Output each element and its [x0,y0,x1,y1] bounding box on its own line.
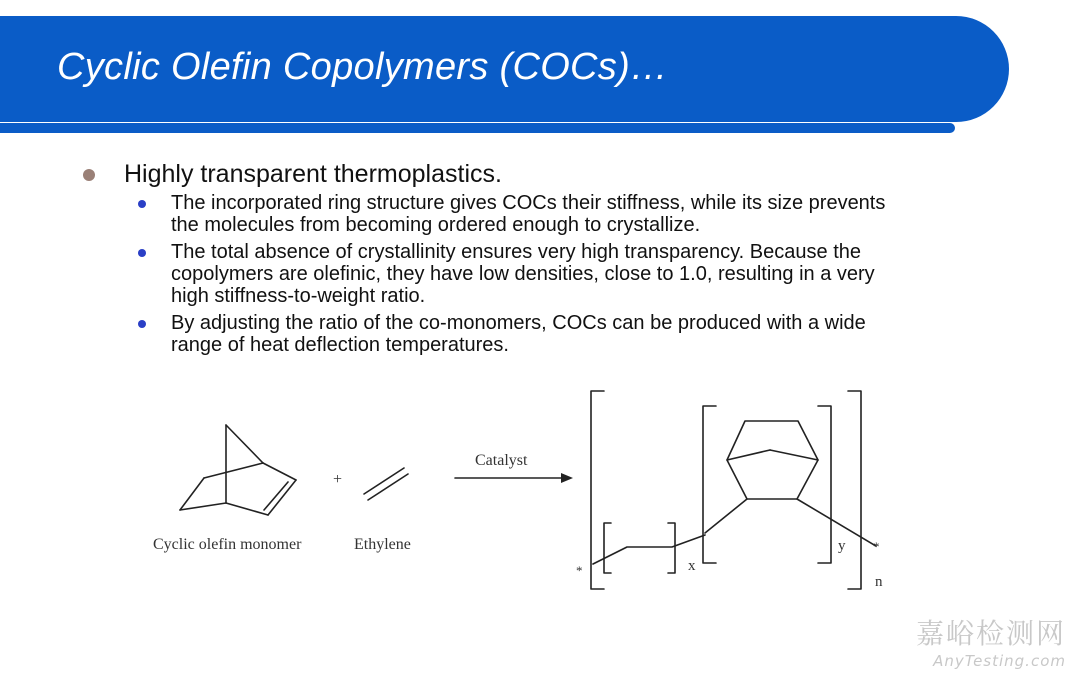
end-star-left: * [576,563,583,578]
subscript-x: x [688,558,696,574]
watermark-en: AnyTesting.com [933,652,1066,670]
reaction-arrow-head [561,473,573,483]
end-star-right: * [873,539,880,554]
slide-title: Cyclic Olefin Copolymers (COCs)… [57,46,669,88]
ethylene-bracket-left [604,523,611,573]
plus-sign: + [333,471,343,488]
sub-bullet-text: The total absence of crystallinity ensures very high transparency. Because the copolymers are olefinic, they have low densities, close to 1.0, resulting in a very high stiffness-to-weight ratio. [171,241,875,307]
subscript-y: y [838,538,846,554]
watermark-cn: 嘉峪检测网 [915,617,1066,650]
outer-bracket-right [848,391,861,589]
ethylene-label: Ethylene [354,536,411,553]
cyclic-bracket-left [703,406,716,563]
ethylene-structure [364,468,408,500]
catalyst-label: Catalyst [475,452,528,469]
cyclic-olefin-structure [180,425,296,515]
watermark [916,612,1066,670]
main-bullet-text: Highly transparent thermoplastics. [124,160,502,188]
cyclic-bracket-right [818,406,831,563]
sub-bullet-text: By adjusting the ratio of the co-monomers, COCs can be produced with a wide range of heat deflection temperatures. [171,312,866,356]
monomer-label: Cyclic olefin monomer [153,536,302,553]
ethylene-bracket-right [668,523,675,573]
sub-bullet-text: The incorporated ring structure gives COCs their stiffness, while its size prevents the molecules from becoming ordered enough to crystallize. [171,192,886,236]
subscript-n: n [875,574,883,590]
cyclic-unit-structure [705,421,876,546]
